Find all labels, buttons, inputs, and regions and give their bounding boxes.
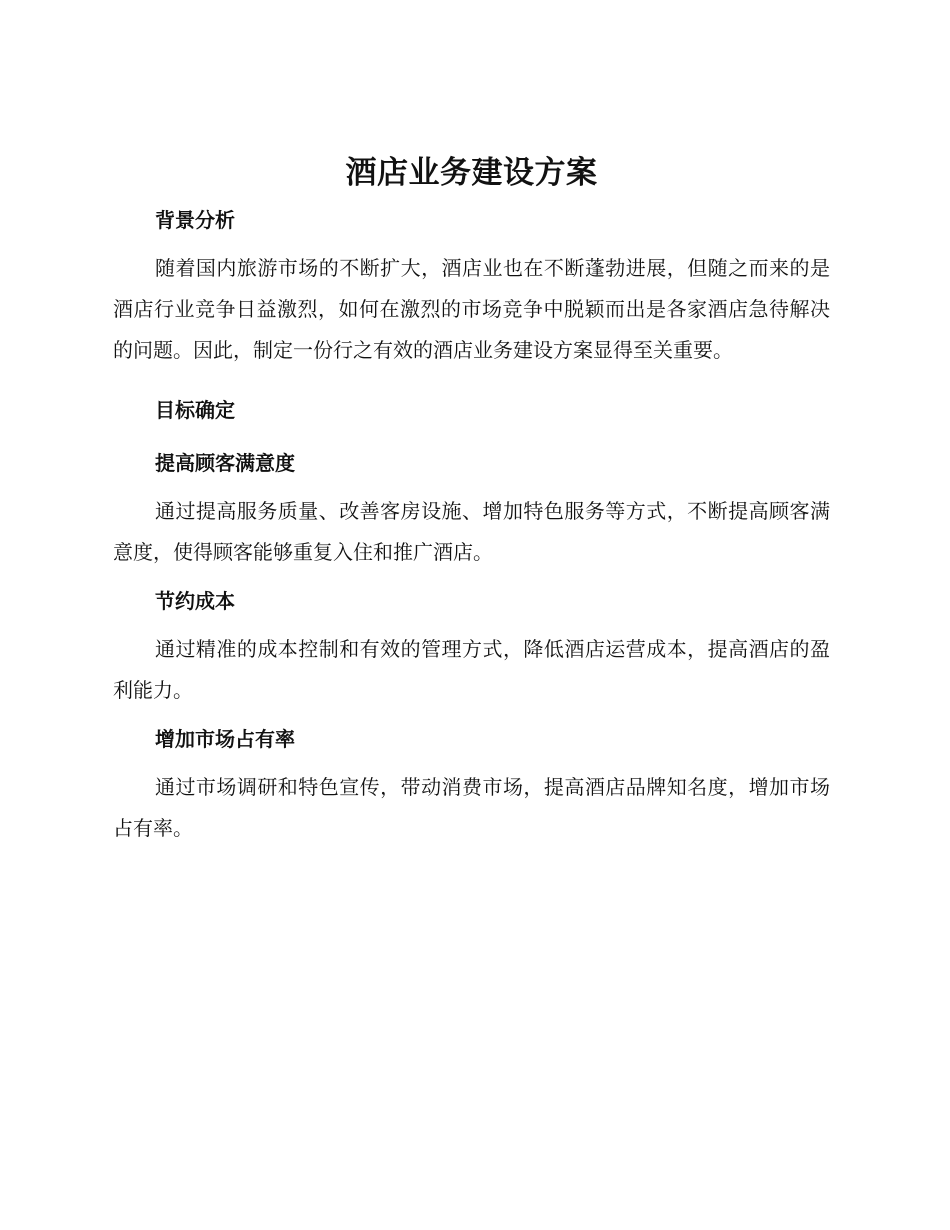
section-heading-goals: 目标确定 [155, 398, 235, 422]
section-heading-cost: 节约成本 [155, 589, 235, 613]
document-page [113, 150, 830, 849]
section-paragraph-cost: 通过精准的成本控制和有效的管理方式，降低酒店运营成本，提高酒店的盈利能力。 [113, 637, 830, 702]
section-heading-market-share: 增加市场占有率 [155, 727, 295, 751]
section-paragraph-satisfaction: 通过提高服务质量、改善客房设施、增加特色服务等方式，不断提高顾客满意度，使得顾客能够重复入住和推广酒店。 [113, 499, 830, 564]
section-heading-satisfaction: 提高顾客满意度 [155, 451, 295, 475]
section-paragraph-market-share: 通过市场调研和特色宣传，带动消费市场，提高酒店品牌知名度，增加市场占有率。 [113, 775, 830, 840]
section-heading-background: 背景分析 [155, 208, 235, 232]
section-paragraph-background: 随着国内旅游市场的不断扩大，酒店业也在不断蓬勃进展，但随之而来的是酒店行业竞争日益激烈，如何在激烈的市场竞争中脱颖而出是各家酒店急待解决的问题。因此，制定一份行之有效的酒店业务建设方案显得至关重要。 [113, 256, 830, 362]
document-title: 酒店业务建设方案 [345, 155, 598, 191]
